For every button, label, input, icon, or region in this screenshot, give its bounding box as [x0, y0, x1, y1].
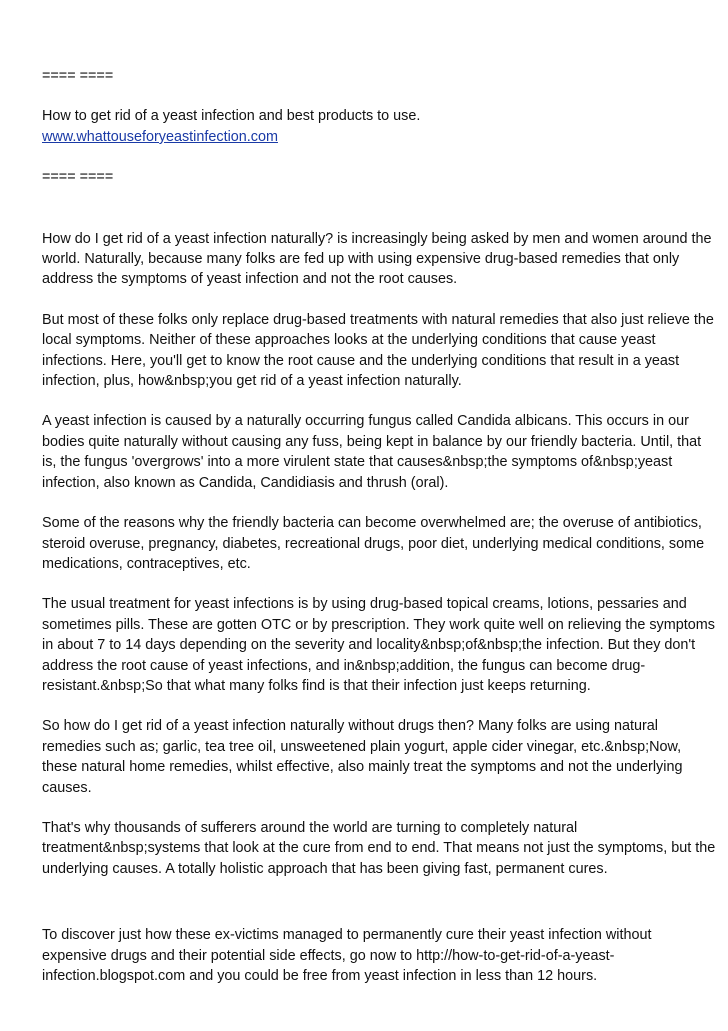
- paragraph-3: A yeast infection is caused by a naturally occurring fungus called Candida albicans. This occurs in our bodies quite naturally without causing any fuss, being kept in balance by our friendly bacteria. Until, that is, the fungus 'overgrows' into a more virulent state that causes&nbsp;the symptoms of&nbsp;yeast infection, also known as Candida, Candidiasis and thrush (oral).: [42, 413, 702, 491]
- paragraph-4: Some of the reasons why the friendly bacteria can become overwhelmed are; the overuse of antibiotics, steroid overuse, pregnancy, diabetes, recreational drugs, poor diet, underlying medical conditions, some medications, contraceptives, etc.: [42, 515, 705, 572]
- website-link[interactable]: www.whattouseforyeastinfection.com: [42, 128, 278, 145]
- spacer: [42, 879, 718, 925]
- paragraph-6: So how do I get rid of a yeast infection naturally without drugs then? Many folks are using natural remedies such as; garlic, tea tree oil, unsweetened plain yogurt, apple cider vinegar, etc.&nbsp;Now, these natural home remedies, whilst effective, also mainly treat the symptoms and not the underlying causes.: [42, 718, 683, 796]
- paragraph-5: The usual treatment for yeast infections is by using drug-based topical creams, lotions, pessaries and sometimes pills. These are gotten OTC or by prescription. They work quite well on relieving the symptoms in about 7 to 14 days depending on the severity and locality&nbsp;of&nbsp;the infection. But they don't address the root cause of yeast infections, and in&nbsp;addition, the fungus can become drug-resistant.&nbsp;So that what many folks find is that their infection just keeps returning.: [42, 596, 715, 694]
- paragraph-2: But most of these folks only replace drug-based treatments with natural remedies that also just relieve the local symptoms. Neither of these approaches looks at the underlying conditions that cause yeast infections. Here, you'll get to know the root cause and the underlying conditions that result in a yeast infection, plus, how&nbsp;you get rid of a yeast infection naturally.: [42, 311, 714, 390]
- separator-top: ==== ====: [42, 68, 114, 84]
- separator-bottom: ==== ====: [42, 169, 114, 186]
- paragraph-7: That's why thousands of sufferers around the world are turning to completely natural treatment&nbsp;systems that look at the cure from end to end. That means not just the symptoms, but the underlying causes. A totally holistic approach that has been giving fast, permanent cures.: [42, 819, 716, 877]
- closing-paragraph: To discover just how these ex-victims managed to permanently cure their yeast infection without expensive drugs and their potential side effects, go now to http://how-to-get-rid-of-a-yeast-infection.blogspot.com and you could be free from yeast infection in less than 12 hours.: [42, 927, 652, 984]
- header-block: [42, 106, 718, 147]
- link-line: [42, 127, 718, 147]
- document-title: How to get rid of a yeast infection and best products to use.: [42, 108, 421, 125]
- document-page: [42, 66, 718, 986]
- spacer: [42, 188, 718, 229]
- paragraph-1: How do I get rid of a yeast infection naturally? is increasingly being asked by men and women around the world. Naturally, because many folks are fed up with using expensive drug-based remedies that only address the symptoms of yeast infection and not the root causes.: [42, 230, 712, 288]
- spacer: [42, 86, 718, 106]
- spacer: [42, 147, 718, 167]
